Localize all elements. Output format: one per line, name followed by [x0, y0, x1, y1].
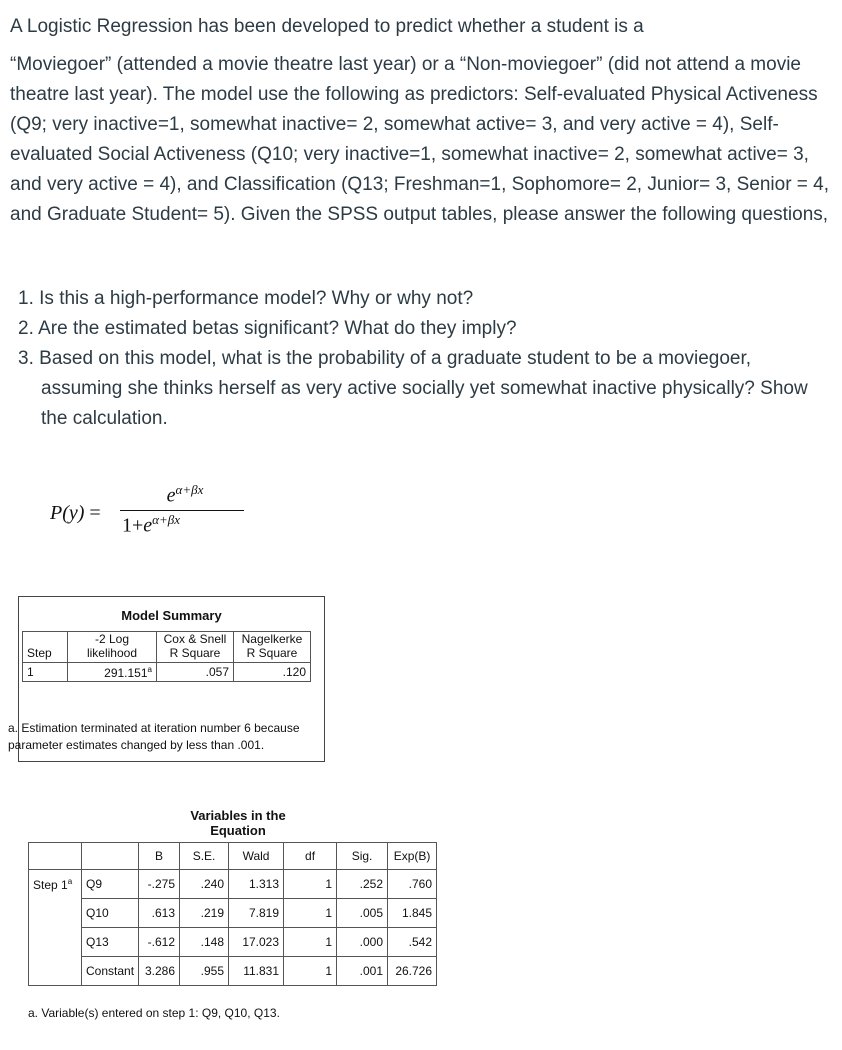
header-se: S.E. — [180, 843, 229, 870]
variables-footnote: a. Variable(s) entered on step 1: Q9, Q10, Q13. — [28, 1006, 280, 1020]
formula-numerator: $e^{\alpha+\beta x}$ — [166, 482, 204, 507]
header-nagelkerke: Nagelkerke R Square — [234, 632, 311, 663]
header-df: df — [284, 843, 337, 870]
list-item: 1. Is this a high-performance model? Why or why not? — [18, 288, 474, 309]
header-var — [82, 843, 139, 870]
fraction-bar — [120, 510, 244, 511]
header-expb: Exp(B) — [388, 843, 437, 870]
cell-step: 1 — [23, 663, 68, 682]
formula-denominator: $1+e^{\alpha+\beta x}$ — [122, 511, 181, 537]
cell-coxsnell: .057 — [157, 663, 234, 682]
step-label: Step 1$^a$ — [29, 870, 82, 899]
variables-table — [28, 842, 437, 986]
header-wald: Wald — [229, 843, 284, 870]
header-blank — [29, 843, 82, 870]
header-step: Step — [23, 632, 68, 663]
table-row: Step 1$^a$ Q9 -.275 .240 1.313 1 .252 .760 — [29, 870, 437, 899]
intro-body: “Moviegoer” (attended a movie theatre last year) or a “Non-moviegoer” (did not attend a movie theatre last year). The model use the following as predictors: Self-evaluated Physical Activeness (Q9; very inactive=1, somewhat inactive= 2, somewhat active= 3, and very active = 4), Self-evaluated Social Activeness (Q10; very inactive=1, somewhat inactive= 2, somewhat active= 3, and very active = 4), and Classification (Q13; Freshman=1, Sophomore= 2, Junior= 3, Senior = 4, and Graduate Student= 5). Given the SPSS output tables, please answer the following questions, — [10, 54, 830, 225]
formula-lhs: P(y) = — [50, 502, 101, 524]
header-loglik: -2 Log likelihood — [68, 632, 157, 663]
table-row: Q10 .613 .219 7.819 1 .005 1.845 — [29, 899, 437, 928]
header-b: B — [139, 843, 180, 870]
header-sig: Sig. — [337, 843, 388, 870]
model-summary-grid — [22, 631, 311, 682]
table-row: Q13 -.612 .148 17.023 1 .000 .542 — [29, 928, 437, 957]
model-summary-footnote: a. Estimation terminated at iteration number 6 because parameter estimates changed by less than .001. — [8, 721, 300, 752]
intro-line-1: A Logistic Regression has been developed to predict whether a student is a — [10, 16, 644, 37]
cell-nagelkerke: .120 — [234, 663, 311, 682]
cell-loglik: 291.151$^a$ — [68, 663, 157, 682]
table-row: Constant 3.286 .955 11.831 1 .001 26.726 — [29, 957, 437, 986]
list-item: 3. Based on this model, what is the probability of a graduate student to be a moviegoer, assuming she thinks herself as very active socially yet somewhat inactive physically? Show the calculation. — [18, 348, 808, 429]
list-item: 2. Are the estimated betas significant? What do they imply? — [18, 318, 517, 339]
model-summary-title: Model Summary — [121, 608, 222, 623]
question-text — [10, 12, 830, 230]
header-coxsnell: Cox & Snell R Square — [157, 632, 234, 663]
question-list — [18, 284, 830, 434]
formula-fraction — [120, 482, 244, 537]
